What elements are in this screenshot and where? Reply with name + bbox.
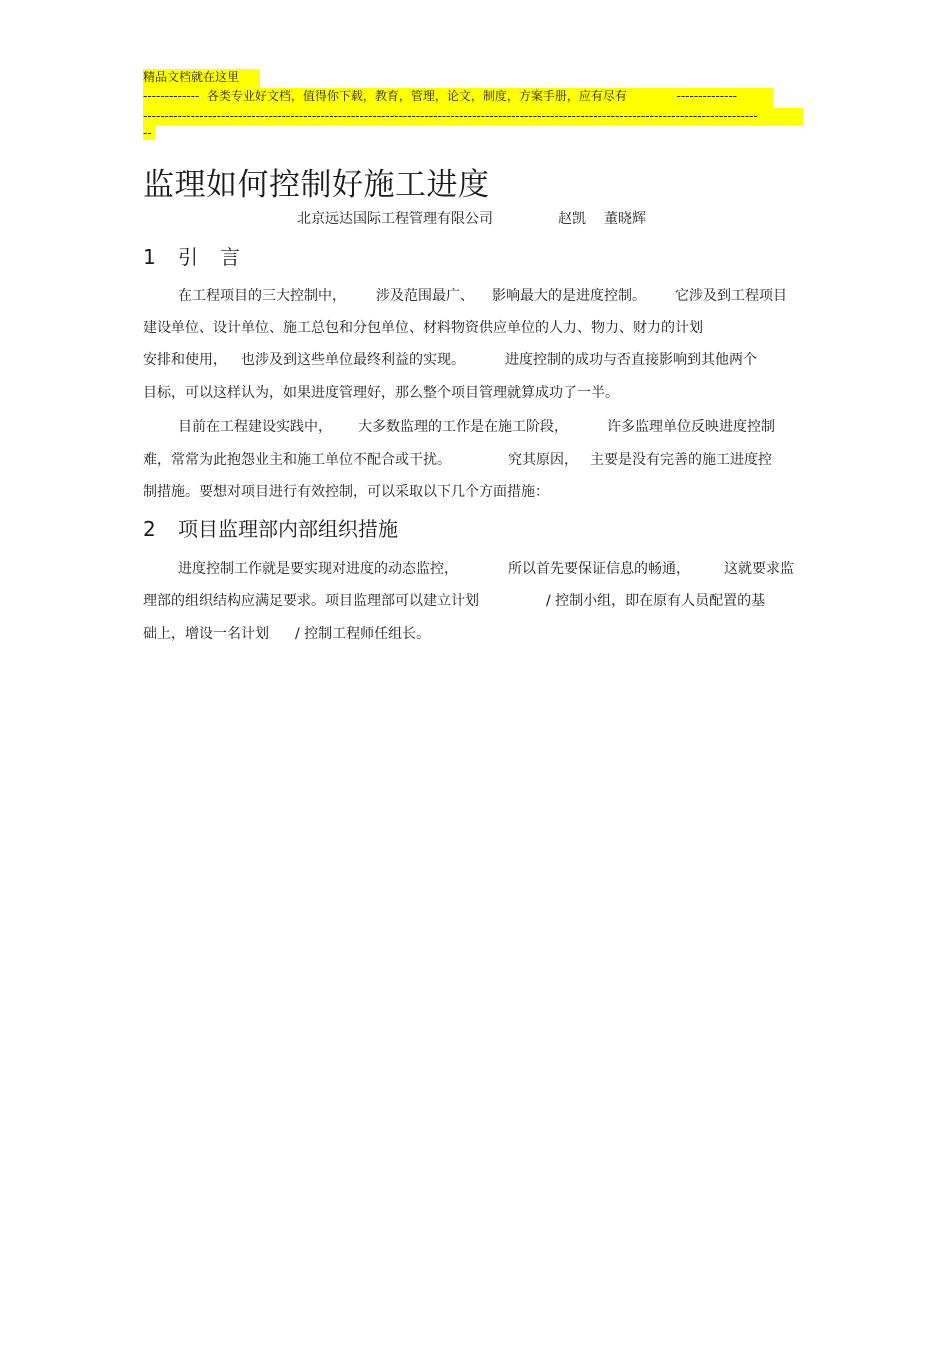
paragraph-text: 理部的组织结构应满足要求。项目监理部可以建立计划	[143, 593, 479, 609]
paragraph-text: 也涉及到这些单位最终利益的实现。	[241, 352, 465, 368]
banner-line-2: ------------- 各类专业好文档，值得你下载，教育，管理，论文，制度，方案手册，应有尽有 --------------	[143, 88, 773, 108]
paragraph-text: 它涉及到工程项目	[675, 288, 787, 304]
section-1-heading	[143, 244, 262, 270]
paragraph-text: 在工程项目的三大控制中，	[178, 288, 346, 304]
paragraph-text: 所以首先要保证信息的畅通，	[508, 561, 690, 577]
paragraph-text: 影响最大的是进度控制。	[492, 288, 646, 304]
paragraph-text: / 控制小组，即在原有人员配置的基	[546, 593, 766, 609]
banner-line-1: 精品文档就在这里	[143, 69, 260, 88]
banner-line-4: --	[143, 125, 155, 140]
paragraph-text: 这就要求监	[724, 561, 794, 577]
paragraph-text: 建设单位、设计单位、施工总包和分包单位、材料物资供应单位的人力、物力、财力的计划	[143, 320, 703, 336]
paragraph-text: 安排和使用，	[143, 352, 227, 368]
paragraph-text: 础上，增设一名计划	[143, 626, 269, 642]
section-number: 2	[143, 517, 156, 541]
byline-author-1: 赵凯	[558, 211, 586, 227]
section-title: 项目监理部内部组织措施	[178, 517, 398, 541]
paragraph-text: 主要是没有完善的施工进度控	[590, 452, 772, 468]
paragraph-text: 进度控制的成功与否直接影响到其他两个	[505, 352, 757, 368]
section-2-heading	[143, 516, 398, 542]
document-title: 监理如何控制好施工进度	[143, 167, 490, 203]
paragraph-text: / 控制工程师任组长。	[295, 626, 431, 642]
section-title: 引言	[178, 245, 262, 269]
paragraph-text: 制措施。要想对项目进行有效控制，可以采取以下几个方面措施：	[143, 484, 549, 500]
paragraph-text: 涉及范围最广、	[376, 288, 474, 304]
section-number: 1	[143, 245, 156, 269]
byline-organization: 北京远达国际工程管理有限公司	[297, 211, 493, 227]
paragraph-text: 大多数监理的工作是在施工阶段，	[358, 419, 568, 435]
byline-author-2: 董晓辉	[604, 211, 646, 227]
paragraph-text: 目前在工程建设实践中，	[178, 419, 332, 435]
paragraph-text: 许多监理单位反映进度控制	[607, 419, 775, 435]
paragraph-text: 难，常常为此抱怨业主和施工单位不配合或干扰。	[143, 452, 451, 468]
paragraph-text: 究其原因，	[508, 452, 578, 468]
paragraph-text: 目标，可以这样认为，如果进度管理好，那么整个项目管理就算成功了一半。	[143, 385, 619, 401]
paragraph-text: 进度控制工作就是要实现对进度的动态监控，	[178, 561, 458, 577]
banner-line-3: ----------------------------------------------------------------------------------------------------------------------------------------------	[143, 108, 803, 125]
